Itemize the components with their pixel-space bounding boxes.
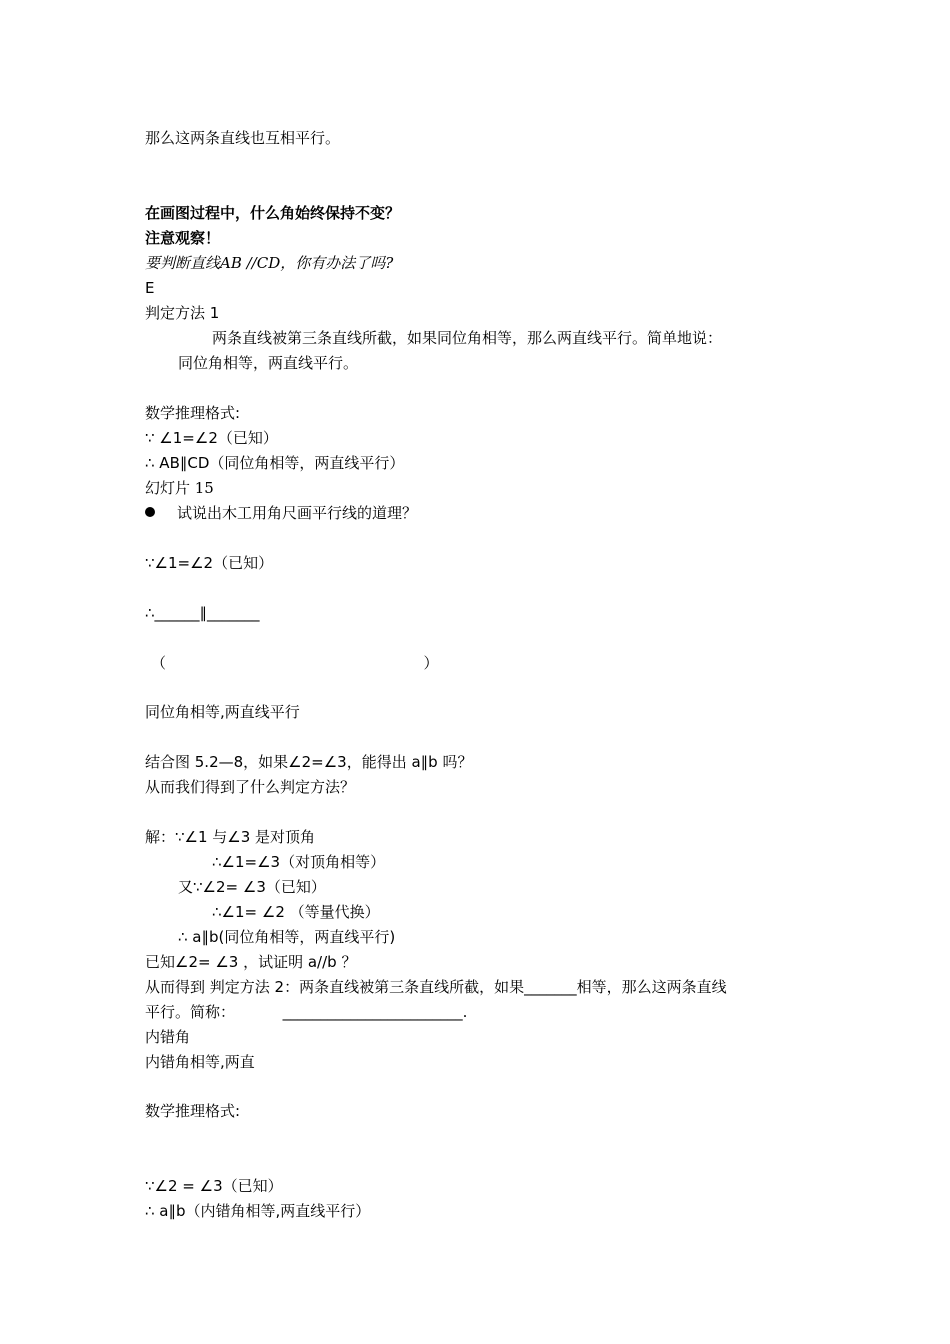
exercise-line: 已知∠2= ∠3 ，试证明 a//b ？ <box>145 953 357 971</box>
question-line: 结合图 5.2—8，如果∠2=∠3，能得出 a∥b 吗？ <box>145 753 473 771</box>
solution-line: 解：∵∠1 与∠3 是对顶角 <box>145 828 316 846</box>
bullet-item <box>145 503 417 523</box>
method-2-statement: 从而得到 判定方法 2：两条直线被第三条直线所截，如果_______相等，那么这两条直线 <box>145 978 727 996</box>
bullet-icon <box>145 507 155 517</box>
text-line: 那么这两条直线也互相平行。 <box>145 129 341 147</box>
reasoning-line: ∴ AB∥CD（同位角相等，两直线平行） <box>145 454 405 472</box>
method-1-statement: 两条直线被第三条直线所截，如果同位角相等，那么两直线平行。简单地说： <box>212 329 723 347</box>
answer-line: 内错角相等,两直 <box>145 1053 255 1071</box>
bullet-text: 试说出木工用角尺画平行线的道理？ <box>177 504 418 522</box>
question-line: 从而我们得到了什么判定方法？ <box>145 778 356 796</box>
method-2-short: 平行。简称： ________________________. <box>145 1003 468 1021</box>
method-1-title: 判定方法 1 <box>145 304 220 322</box>
question-heading: 在画图过程中，什么角始终保持不变？ <box>145 204 401 222</box>
observe-heading: 注意观察！ <box>145 229 221 247</box>
solution-line: ∴ a∥b(同位角相等，两直线平行) <box>178 928 396 946</box>
reasoning-line: ∴ a∥b（内错角相等,两直线平行） <box>145 1202 371 1220</box>
reasoning-heading: 数学推理格式: <box>145 404 241 422</box>
answer-line: 内错角 <box>145 1028 191 1046</box>
italic-question: 要判断直线AB //CD，你有办法了吗? <box>145 254 394 272</box>
reasoning-blank-line: ∴______∥_______ <box>145 604 260 622</box>
reasoning-line: ∵∠1=∠2（已知） <box>145 554 274 572</box>
reasoning-heading: 数学推理格式: <box>145 1102 241 1120</box>
reasoning-line: ∵ ∠1=∠2（已知） <box>145 429 278 447</box>
answer-line: 同位角相等,两直线平行 <box>145 703 300 721</box>
method-1-summary: 同位角相等，两直线平行。 <box>178 354 359 372</box>
reasoning-line: ∵∠2 = ∠3（已知） <box>145 1177 283 1195</box>
slide-label: 幻灯片 15 <box>145 479 214 497</box>
reason-blank: （ ） <box>151 654 439 672</box>
solution-line: 又∵∠2= ∠3（已知） <box>178 878 326 896</box>
solution-line: ∴∠1=∠3（对顶角相等） <box>212 853 386 871</box>
label-e: E <box>145 279 155 297</box>
solution-line: ∴∠1= ∠2 （等量代换） <box>212 903 380 921</box>
